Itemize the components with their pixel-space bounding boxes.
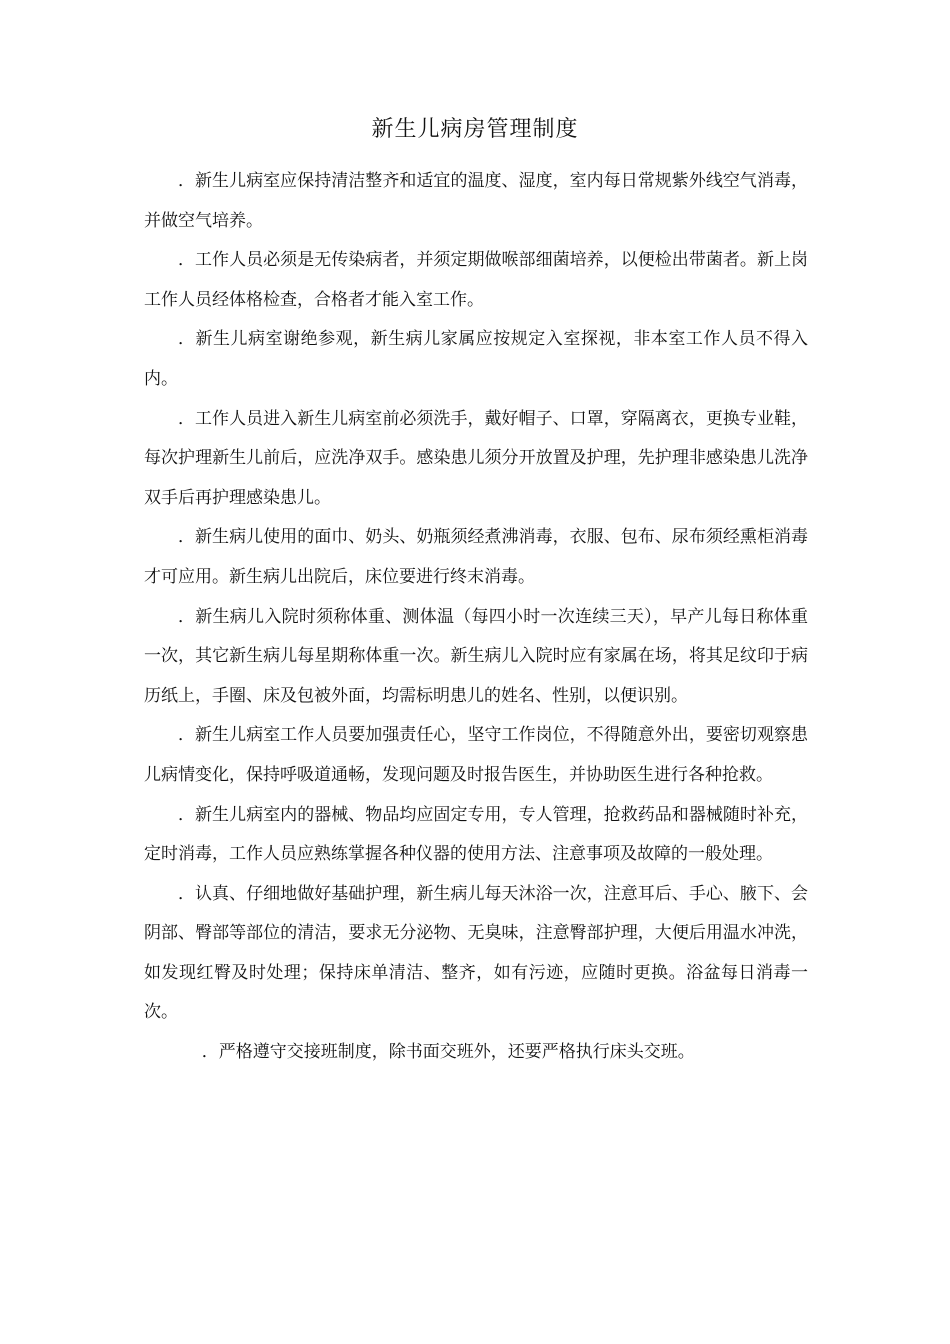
paragraph-3: ．新生儿病室谢绝参观，新生病儿家属应按规定入室探视，非本室工作人员不得入内。 [144, 329, 808, 389]
document-body [144, 162, 808, 1073]
paragraph-4: ．工作人员进入新生儿病室前必须洗手，戴好帽子、口罩，穿隔离衣，更换专业鞋，每次护理新生儿前后，应洗净双手。感染患儿须分开放置及护理，先护理非感染患儿洗净双手后再护理感染患儿。 [144, 408, 808, 508]
paragraph-10: ．严格遵守交接班制度，除书面交班外，还要严格执行床头交班。 [201, 1042, 695, 1063]
document-title: 新生儿病房管理制度 [371, 117, 579, 142]
paragraph-9: ．认真、仔细地做好基础护理，新生病儿每天沐浴一次，注意耳后、手心、腋下、会阴部、臀部等部位的清洁，要求无分泌物、无臭味，注意臀部护理，大便后用温水冲洗，如发现红臀及时处理；保持床单清洁、整齐，如有污迹，应随时更换。浴盆每日消毒一次。 [144, 883, 808, 1023]
paragraph-6: ．新生病儿入院时须称体重、测体温（每四小时一次连续三天），早产儿每日称体重一次，其它新生病儿每星期称体重一次。新生病儿入院时应有家属在场，将其足纹印于病历纸上，手圈、床及包被外面，均需标明患儿的姓名、性别，以便识别。 [144, 606, 808, 706]
paragraph-8: ．新生儿病室内的器械、物品均应固定专用，专人管理，抢救药品和器械随时补充，定时消毒，工作人员应熟练掌握各种仪器的使用方法、注意事项及故障的一般处理。 [144, 804, 808, 865]
paragraph-5: ．新生病儿使用的面巾、奶头、奶瓶须经煮沸消毒，衣服、包布、尿布须经熏柜消毒才可应用。新生病儿出院后，床位要进行终末消毒。 [144, 527, 808, 587]
paragraph-1: ．新生儿病室应保持清洁整齐和适宜的温度、湿度，室内每日常规紫外线空气消毒，并做空气培养。 [144, 171, 808, 231]
paragraph-7: ．新生儿病室工作人员要加强责任心，坚守工作岗位，不得随意外出，要密切观察患儿病情变化，保持呼吸道通畅，发现问题及时报告医生，并协助医生进行各种抢救。 [144, 725, 808, 785]
paragraph-2: ．工作人员必须是无传染病者，并须定期做喉部细菌培养，以便检出带菌者。新上岗工作人员经体格检查，合格者才能入室工作。 [144, 250, 808, 310]
